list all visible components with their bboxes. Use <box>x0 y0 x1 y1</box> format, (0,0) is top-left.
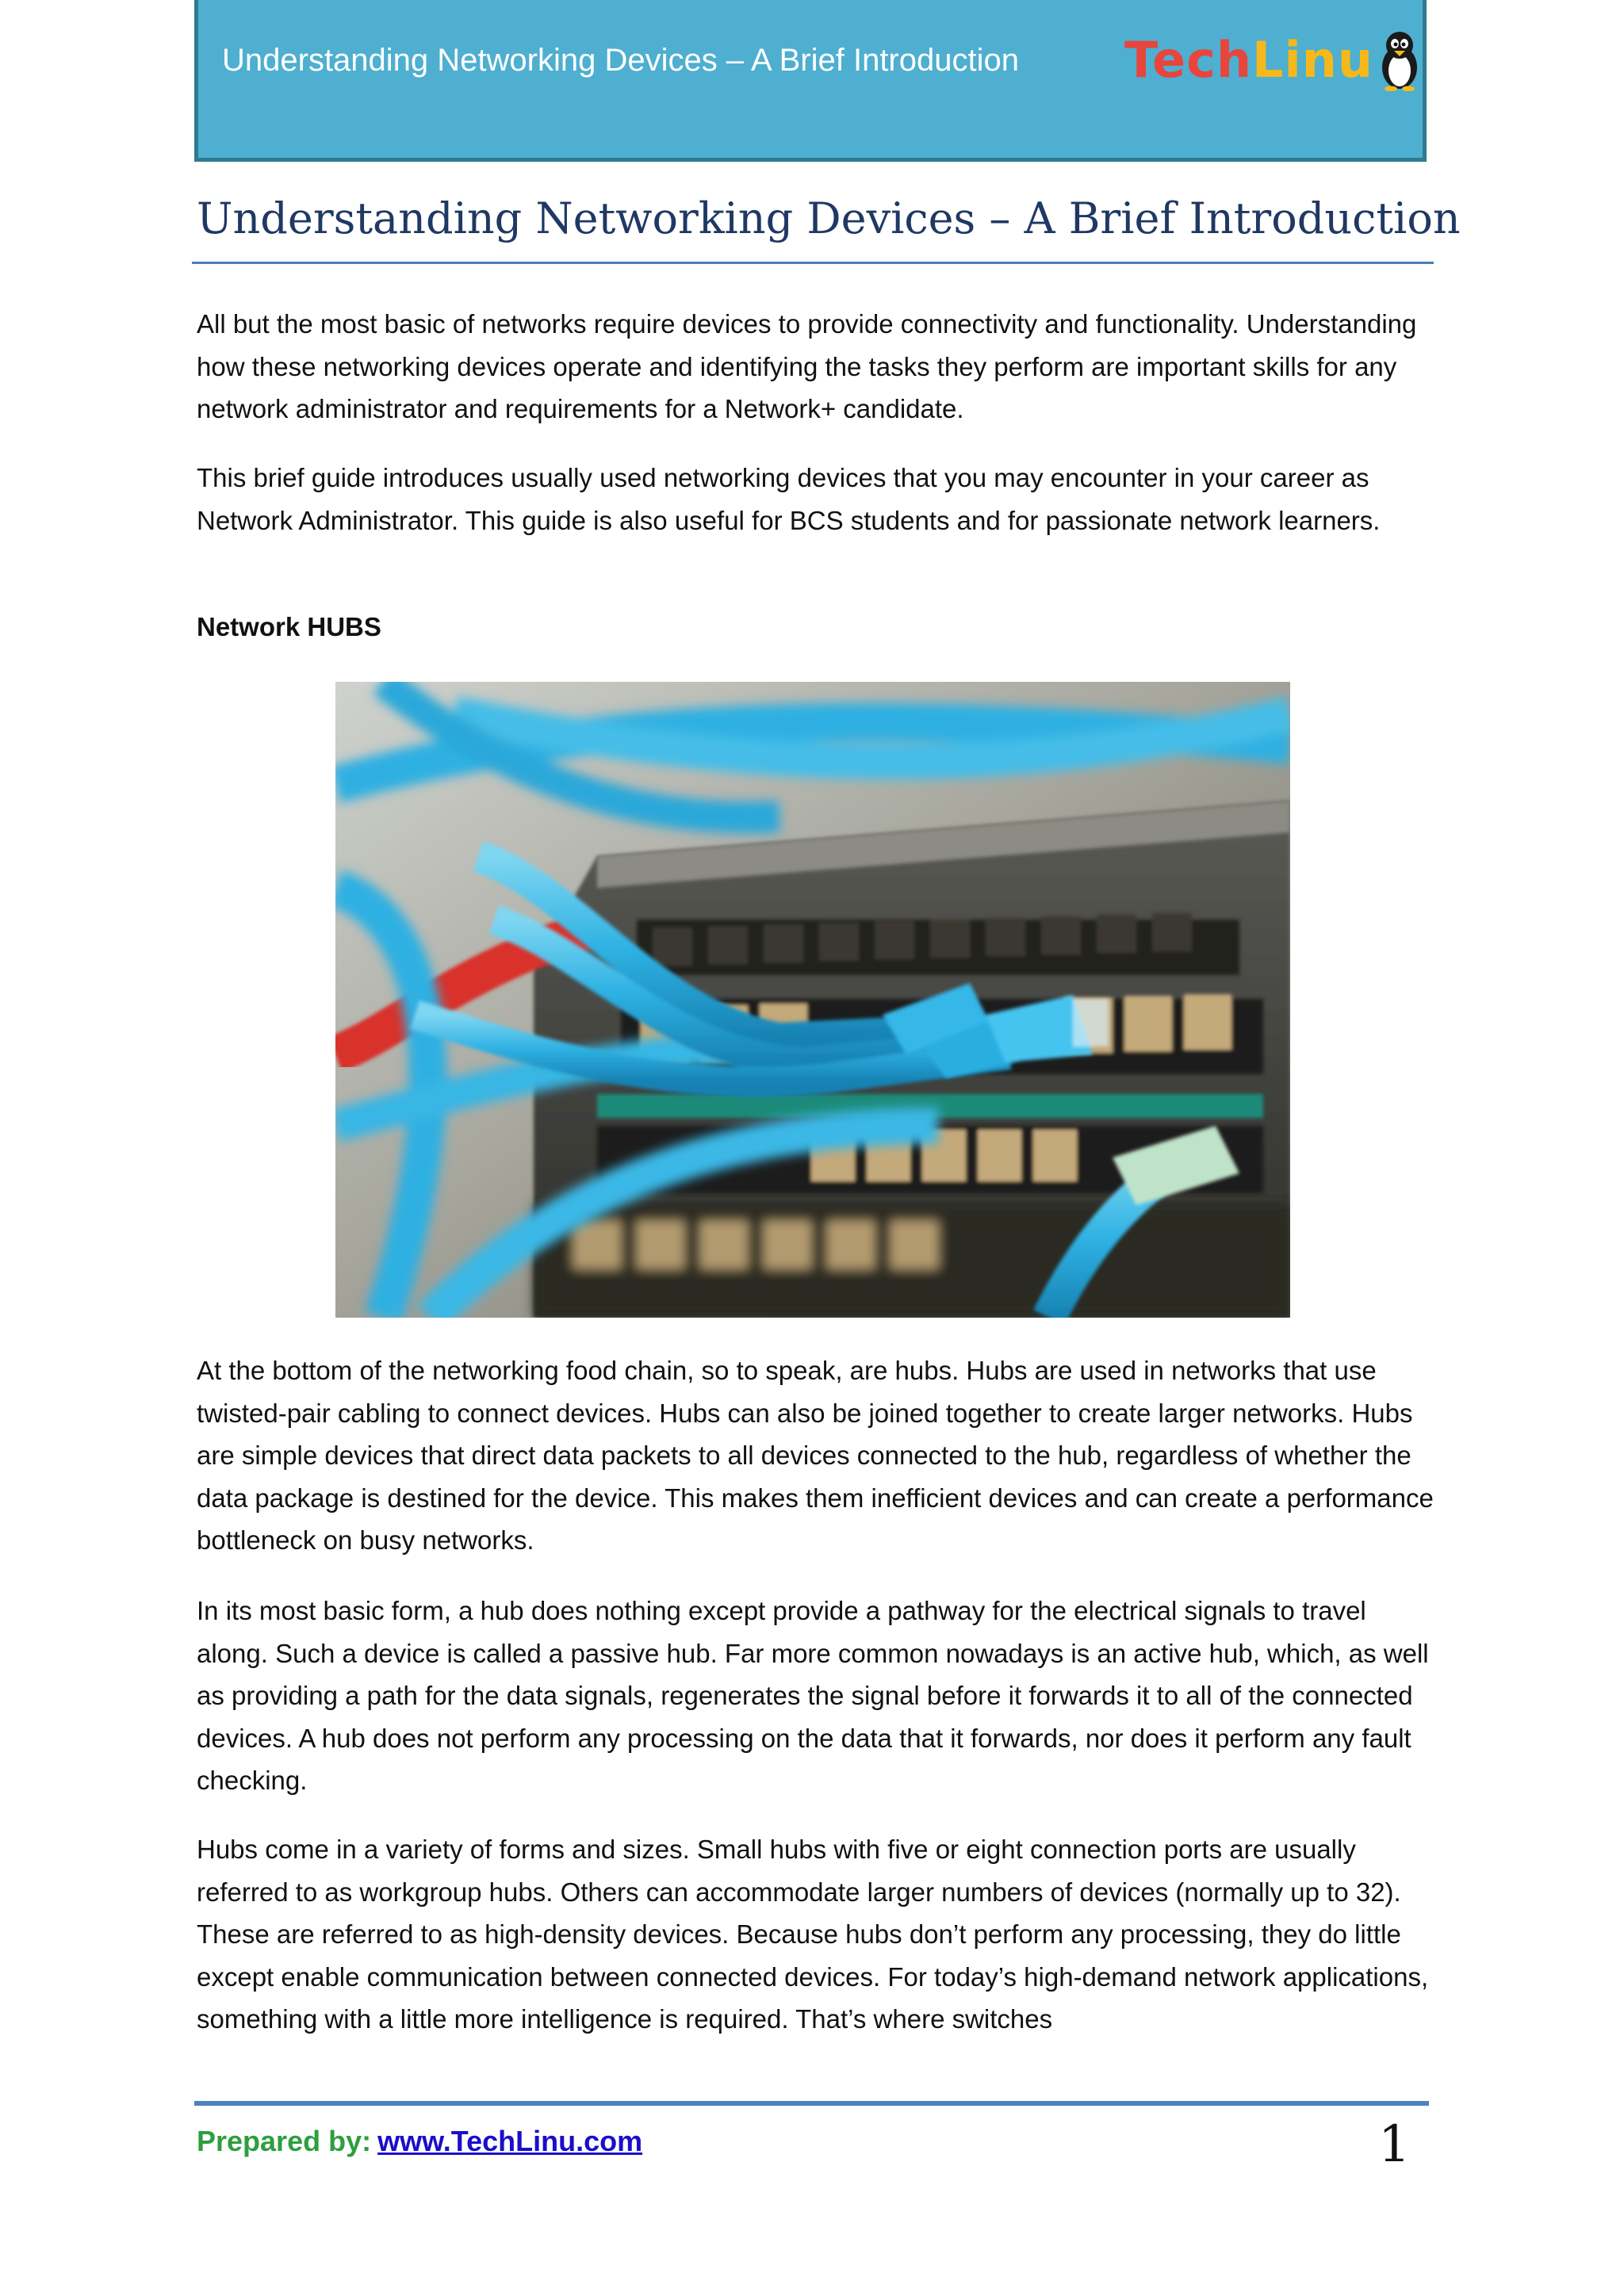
header-banner <box>194 0 1427 162</box>
network-cables-image <box>335 682 1290 1318</box>
section-heading-network-hubs: Network HUBS <box>197 612 381 641</box>
techlinu-link[interactable]: www.TechLinu.com <box>377 2125 643 2157</box>
intro-paragraph-2: This brief guide introduces usually used networking devices that you may encounter in your career as Network Administrator. This guide is also useful for BCS students and for passionate network learners. <box>197 463 1381 535</box>
body-paragraph-1: At the bottom of the networking food chain, so to speak, are hubs. Hubs are used in networks that use twisted-pair cabling to connect devices. Hubs can also be joined together to create larger networks. Hubs are simple devices that direct data packets to all devices connected to the hub, regardless of whether the data package is destined for the device. This makes them inefficient devices and can create a performance bottleneck on busy networks. <box>197 1356 1434 1555</box>
page-number: 1 <box>1378 2115 1411 2174</box>
footer-divider <box>194 2101 1429 2106</box>
prepared-by-label: Prepared by: <box>197 2125 372 2157</box>
logo-text-tech: Tech <box>1124 31 1252 89</box>
penguin-icon <box>1377 29 1423 91</box>
page-title: Understanding Networking Devices – A Brief Introduction <box>197 193 1461 243</box>
logo-text-linu: Linu <box>1252 31 1374 89</box>
header-title: Understanding Networking Devices – A Brief Introduction <box>222 43 1019 78</box>
intro-paragraph-1: All but the most basic of networks require devices to provide connectivity and functionality. Understanding how these networking devices operate and identifying the tasks they perform are important skills for any network administrator and requirements for a Network+ candidate. <box>197 309 1417 423</box>
body-paragraph-2: In its most basic form, a hub does nothing except provide a pathway for the electrical signals to travel along. Such a device is called a passive hub. Far more common nowadays is an active hub, which, as well as providing a path for the data signals, regenerates the signal before it forwards it to all of the connected devices. A hub does not perform any processing on the data that it forwards, nor does it perform any fault checking. <box>197 1596 1429 1795</box>
title-divider <box>192 262 1434 264</box>
network-hub-photo <box>335 682 1290 1318</box>
footer-credit <box>197 2125 642 2158</box>
techlinu-logo <box>1124 29 1423 92</box>
logo-text <box>1124 31 1374 89</box>
body-paragraph-3: Hubs come in a variety of forms and sizes. Small hubs with five or eight connection ports are usually referred to as workgroup hubs. Others can accommodate larger numbers of devices (normally up to 32). These are referred to as high-density devices. Because hubs don’t perform any processing, they do little except enable communication between connected devices. For today’s high-demand network applications, something with a little more intelligence is required. That’s where switches <box>197 1835 1429 2034</box>
